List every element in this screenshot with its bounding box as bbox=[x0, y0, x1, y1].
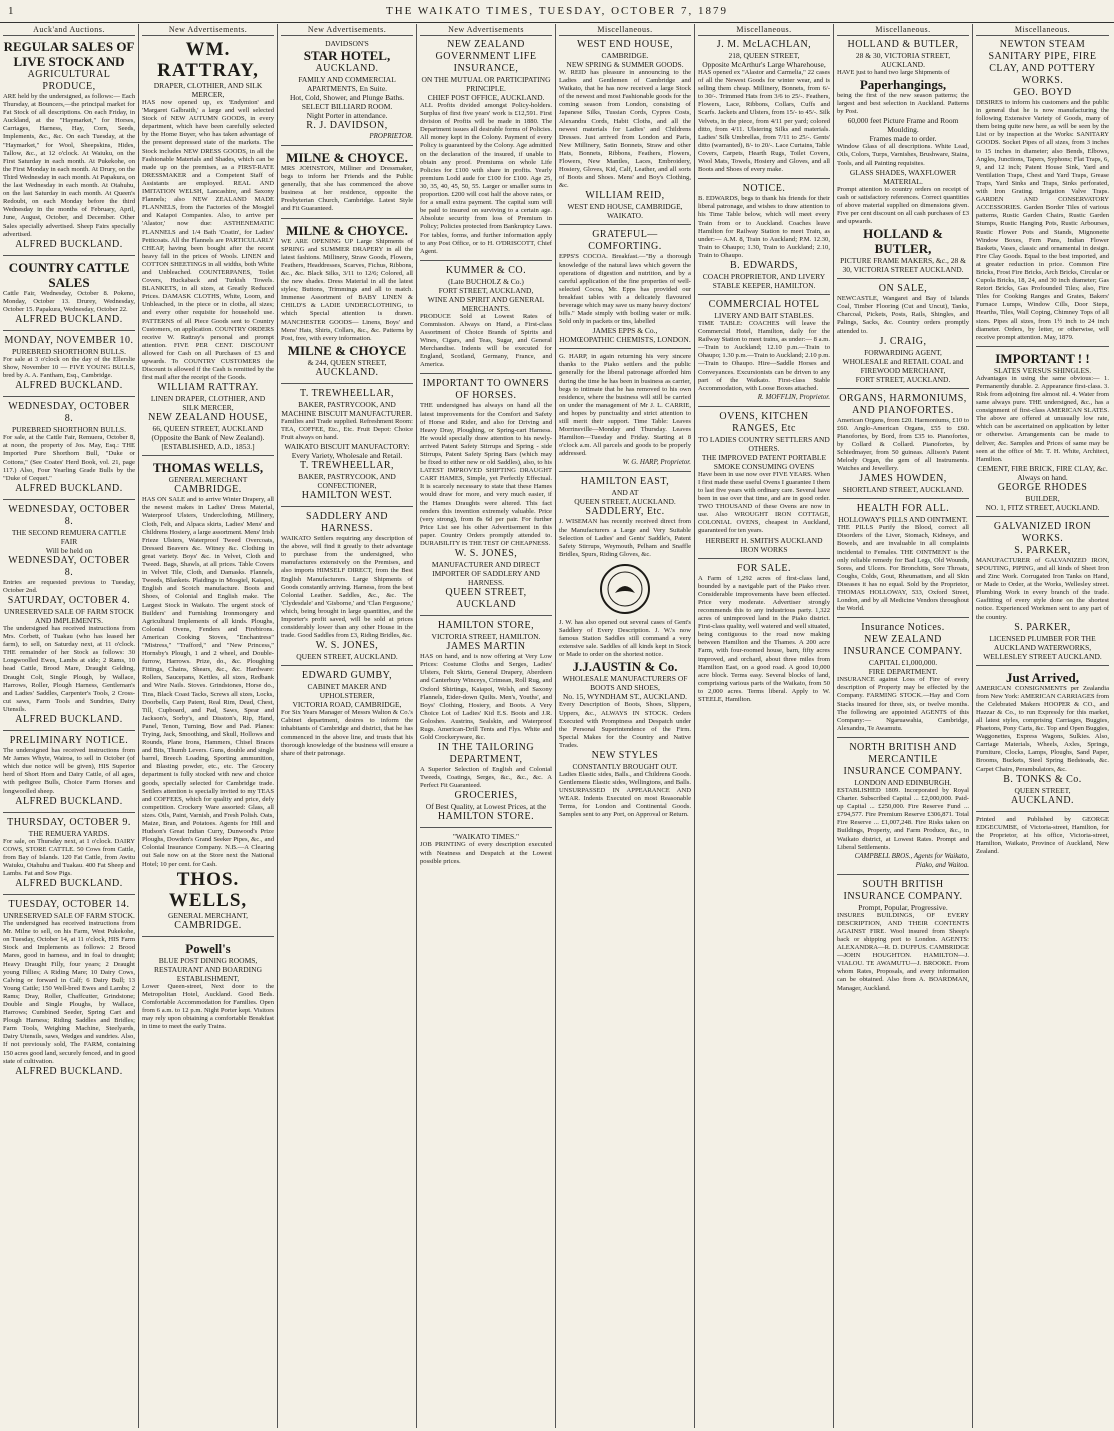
ad-subtitle: NEW ZEALAND INSURANCE COMPANY. bbox=[843, 634, 963, 658]
ad-subtitle: KUMMER & CO. bbox=[445, 264, 527, 276]
ad-body-text: Prompt attention to country orders on receipt of cash or satisfactory references. Correct quantities of above material supplied on dimensions given. Five per cent discount on all cash purchases of £3 and upwards. bbox=[837, 185, 969, 226]
ad-caption: 60,000 feet Picture Frame and Room Moulding. bbox=[847, 116, 959, 135]
column-rule bbox=[698, 178, 830, 179]
ad-subtitle: PRELIMINARY NOTICE. bbox=[9, 735, 129, 747]
ad-caption: CEMENT, FIRE BRICK, FIRE CLAY, &c. Always on hand. bbox=[977, 463, 1108, 482]
ad-headline: THOS. WELLS, bbox=[168, 868, 248, 911]
ad-body-text: Advantages in using the same obvious:— 1. Permanently durable. 2. Appearance first-class. 3. Risk from adjoining fire almost nil. 4. Water from same always pure. THE undersigned, &c., has a consignment of first-class AMERICAN SLATES. The above are offered at unusually low rate, which can be ascertained on application by letter or otherwise. Arrangements can be made to deliver, &c. Samples and Prices of same may be seen at the office of Mr. T. H. White, Architect, Hamilton. bbox=[976, 374, 1109, 463]
ad-body-text: For sale at 3 o'clock on the day of the Ellerslie Show, November 10 — FIVE YOUNG BULLS, bred by A. A. Fantham, Esq., Cambridge. bbox=[3, 355, 135, 380]
column-rule bbox=[837, 737, 969, 738]
ad-caption: GLASS SHADES, WAXFLOWER MATERIAL. bbox=[849, 167, 957, 186]
ad-subtitle: W. S. JONES, bbox=[454, 548, 518, 560]
ad-title: THOMAS WELLS, bbox=[152, 460, 264, 476]
ad-caption: QUEEN STREET, AUCKLAND. bbox=[296, 652, 398, 662]
column-2 bbox=[139, 24, 278, 1428]
ad-caption: BLUE POST DINING ROOMS, RESTAURANT AND BOARDING ESTABLISHMENT, bbox=[153, 955, 263, 983]
ad-caption: SHORTLAND STREET, AUCKLAND. bbox=[842, 485, 964, 495]
ad-caption: No. 15, WYNDHAM ST., AUCKLAND. bbox=[562, 692, 688, 702]
ad-subtitle: WEDNESDAY, OCTOBER 8. bbox=[8, 401, 130, 425]
ad-title: J.J.AUSTIN & Co. bbox=[572, 659, 678, 675]
ad-caption: CAPITAL £1,000,000. bbox=[868, 658, 938, 668]
ad-body-text: A Farm of 1,292 acres of first-class land, bounded by a navigable part of the Piako river. Considerable improvements have been effected. Price very moderate. Advertiser strongly recommends this to any industrious party. 1,322 acres of unimproved land in the Piako district. First-class quality, well watered and well situated, being contiguous to the road now making between Hamilton and the Thames. A 200 acre Farm, with four-roomed house, barn, fifty acres improved, and orchard, about three miles from Hamilton East, on a good road. A good 10,000 acre block. Terms easy. Several blocks of land, comprising various parts of the Waikato, from 50 to 2,000 acres. Terms liberal. Apply to W. STEELE, Hamilton. bbox=[698, 574, 830, 703]
ad-body-text: ESTABLISHED 1809. Incorporated by Royal Charter. Subscribed Capital ... £2,000,000. Paid-up Capital ... £250,000. Fire Reserve Fund ... £794,577. Fire Premium Reserve £306,871. Total Fire Reserve ... £1,007,248. Fire Risks taken on Buildings, Property, and Farm Produce, &c., in Waikato district, at Lowest Rates. Prompt and Liberal Settlements. bbox=[837, 786, 969, 851]
ad-caption: UNRESERVED SALE OF FARM STOCK. bbox=[3, 911, 135, 921]
ad-caption: FAMILY AND COMMERCIAL APARTMENTS, En Suite. bbox=[298, 75, 396, 93]
ad-body-text: Every Description of Boots, Shoes, Slippers, Uppers, &c., ALWAYS IN STOCK. Orders Executed with Promptness and Despatch under the Personal Superintendence of the Firm. Special Makes for the Country and Native Trades. bbox=[559, 701, 691, 749]
ad-caption: 66, QUEEN STREET, AUCKLAND (Opposite the Bank of New Zealand). bbox=[151, 424, 265, 443]
ad-subtitle: WEDNESDAY, OCTOBER 8. bbox=[8, 554, 130, 578]
ad-body-text: PRODUCE Sold at Lowest Rates of Commission. Always on Hand, a First-class Assortment of Choice Brands of Spirits and Wines, Cigars, and Teas, Sugar, and General Merchandise. Indents will be executed for England, Scotland, Germany, France, and America. bbox=[420, 312, 552, 369]
ad-caption: NEW SPRING & SUMMER GOODS. bbox=[566, 60, 684, 69]
ad-caption: CAMBRIDGE. bbox=[601, 51, 649, 60]
ad-subtitle: WILLIAM RATTRAY. bbox=[157, 382, 259, 394]
ad-body-text: J. W. has also opened out several cases of Gent's Saddlery of Every Description. J. W.'s now famous Station Saddles still command a very extensive sale. Saddles of all kinds kept in Stock or Made to order on the shortest notice. bbox=[559, 618, 691, 659]
ad-caption: [ESTABLISHED, A.D., 1853.] bbox=[161, 442, 255, 452]
ad-body-text: For sale, at the Cattle Fair, Remuera, October 8, at noon, the property of Jos. May, Esq.: THE Imported Pure Shorthorn Bull, "Duke or Cottons," (See Coates' Herd Book, vol. 21, page 117.) Also, Four Yearling Grade Bulls by the "Duke of Cequet." bbox=[3, 434, 135, 482]
column-rule bbox=[3, 255, 135, 256]
saddle-seal-icon bbox=[599, 563, 651, 615]
column-rule bbox=[3, 499, 135, 500]
ad-subtitle: S. PARKER, bbox=[1014, 544, 1071, 556]
ad-title: MILNE & CHOYCE. bbox=[286, 222, 408, 238]
ad-body-text: B. EDWARDS, begs to thank his friends for their liberal patronage, and wishes to draw attention to his Time Table below, which will meet every Train from or to Auckland. Coaches leave Hamilton for Railway Station to meet Train, as under:— A.M. 8, Train to Auckland; P.M. 12.30, Train to Ohaupo; 1.30, Train to Auckland; 2.10, Train to Ohaupo. bbox=[698, 195, 830, 259]
ad-subtitle: AGRICULTURAL PRODUCE, bbox=[27, 69, 111, 92]
ad-subtitle: MONDAY, NOVEMBER 10. bbox=[4, 334, 134, 346]
ad-caption: AND AT bbox=[611, 488, 639, 498]
ad-subtitle: NOTICE. bbox=[742, 183, 786, 195]
ad-body-text: INSURANCE against Loss of Fire of every description of Property may be effected by the Company. FARMING STOCK.—Hay and Corn Stacks insured for three, six, or twelve months. The following are appointed AGENTS of this Company:— Ngaruawahia, Cambridge, Alexandra, Te Awamutu. bbox=[837, 676, 969, 732]
ad-caption: WAIKATO BISCUIT MANUFACTORY: Every Variety, Wholesale and Retail. bbox=[284, 442, 410, 461]
ad-body-text: HAS ON SALE and to arrive Winter Drapery, all the newest makes in Ladies' Dress Material, Waterproof Ulsters, Underclothing, Millinery, Cloth, Felt, and Alpaca skirts, Ladies' Mens' and Childrens Hosiery, a large assortment. Mens' Irish Frieze Ulsters, Waterproof Tweed Overcoats, Dressed Beavers &c. Witney &c. Clothing in great variety. Boys' &c. in Velvet, Cloth and Tweed. Bags, Shawls, at all prices. Table Covers in Velvet Tile, Cloth, and Damasks. Flannels, Tweeds, Blankets. Plaidings in Mosgiel, Kaiapoi, English and Scotch manufacture. Boots and Shoes, of Colonial and English make. The Largest Stock in Waikato. The urgent stock of Builders' and Furnishing Ironmongery and Agricultural Implements of all kinds. Ploughs, Colonial Ovens, Fenders and Firebirons. American Cooking Stoves, "Enchantress" "Mistress," "Trafford," and "New Princess," Hornsby's Plough, 1 and 2 wheel, and Double-furrow, Harrows. Prize, do., &c. Ploughing Fittings, Chains, Shears, &c., &c. Hardware: Rollers, Saucepans, Kettles, all sizes, Redbank and Wire Nails. Stoves. Grindstones, Horse do., Tins, Black Coast Tacks, Screws all sizes, Locks, Doorbells, Carp Patent, Real Rim, Dead, Chest, Till, Cupboard, and Pad, Saws, Spear and Jackson's, Sorby's, and Disston's, Rip, Hand, Panel, Tenon, Turning, Bow and Pad. Planes: Trying, Jack, Smoothing, and Skull, Hollows and Rounds, Plane Irons, Hammers, Chisel Braces and Bits, Thumb Levers. Guns, double and single barrel, Breech Loading, Sporting ammunition, and Blasting powder, etc., etc. The Grocery department is fully stocked with new and choice goods, specially selected for Cambridge trade. Settlers attention is specially invited to my TEAS and COFFEES, which for quality and price, defy competition. Crockery Ware assorted: Glass, all sizes. Oils, Paint, Varnish, and Fresh Polish. Oats, Maize, Bran, and Potatoes. Agents for Hill and Hudson's Great Indian Curry, Dunwood's Prize Ploughs, Dowden's Grand Seeker Pipes, &c., and Colonial Insurance Company. N.B.—A Clearing out Sale now on at the Store next the National Hotel; 10 per cent. for Cash. bbox=[142, 496, 274, 868]
ad-subtitle: AUCKLAND. bbox=[315, 366, 379, 378]
ad-body-text: J. WISEMAN has recently received direct from the Manufacturers a Large and Very Suitable Selection of Ladies' and Gents' Saddle's, Patent Safety Stirrups, Weymouth, Pelham and Snaffle Bridles, Spurs, Riding Gloves, &c. bbox=[559, 518, 691, 558]
ad-subtitle: SADDLERY AND HARNESS. bbox=[305, 511, 389, 535]
ad-subtitle: HOLLAND & BUTLER, bbox=[847, 39, 959, 50]
column-rule bbox=[281, 506, 413, 507]
ad-caption: 28 & 30, VICTORIA STREET, AUCKLAND. bbox=[855, 51, 951, 69]
ad-subtitle: TUESDAY, OCTOBER 14. bbox=[8, 899, 130, 911]
ad-subtitle: AUCKLAND. bbox=[1010, 794, 1075, 806]
ad-subtitle: B. EDWARDS, bbox=[729, 259, 798, 271]
ad-body-text: MRS JOHNSTON, Milliner and Dressmaker, begs to inform her Friends and the Public generally, that she has commenced the above business at her residence, opposite the Presbyterian Church, Cambridge. Latest Style and Fit Guaranteed. bbox=[281, 165, 413, 213]
ad-caption: PUREBRED SHORTHORN BULLS. bbox=[12, 346, 126, 356]
ad-caption: QUEEN STREET, bbox=[1014, 785, 1071, 795]
ad-body-text: THE PILLS Purify the Blood, correct all Disorders of the Liver, Stomach, Kidneys, and Bowels, and are invaluable in all complaints incidental to Females. THE OINTMENT is the only reliable remedy for Bad Legs, Old Wounds, Sores, and Ulcers. For Bronchitis, Sore Throats, Coughs, Colds, Gout, Rheumatism, and all Skin Diseases it has no equal. Sold by the Proprietor, THOMAS HOLLOWAY, 533, Oxford Street, London, and by all Medicine Vendors throughout the World. bbox=[837, 524, 969, 613]
column-rule bbox=[281, 665, 413, 666]
ad-body-text: The undersigned has received instructions from Mr James Whyte, Wairoa, to sell in October (of which due notice will be given), HIS Superior herd of Short Horn and Dairy Cattle, of all ages, with pedigree Bulls, Choice Farm Horses and longwoolled sheep. bbox=[3, 747, 135, 795]
column-rule bbox=[837, 874, 969, 875]
ad-caption: NO. 1, FITZ STREET, AUCKLAND. bbox=[985, 502, 1100, 512]
ad-caption: WHOLESALE and RETAIL COAL and FIREWOOD MERCHANT, bbox=[842, 356, 964, 375]
ad-subtitle: ALFRED BUCKLAND. bbox=[15, 795, 123, 807]
ad-caption: Frames made to order. bbox=[869, 134, 937, 144]
ad-caption: COACH PROPRIETOR, AND LIVERY STABLE KEEPER, HAMILTON. bbox=[702, 271, 826, 290]
ad-body-text: Have been in use now over FIVE YEARS. When I first made these useful Ovens I guarantee I them to last five years with ordinary care. Several have been in use over that time, and are in good order. TWO THOUSAND of these Ovens are now in use. Also WROUGHT IRON COTTAGE, COLONIAL OVENS, cheapest in Auckland, guaranteed for ten years. bbox=[698, 470, 830, 535]
ad-signature: PROPRIETOR. bbox=[369, 132, 413, 140]
ad-caption: FORWARDING AGENT, bbox=[864, 347, 942, 357]
column-rule bbox=[837, 388, 969, 389]
ad-subtitle: AUCKLAND. bbox=[315, 63, 379, 74]
ad-body-text: Printed and Published by GEORGE EDGECUMBE, of Victoria-street, Hamilton, for the Proprietor, at his office, Victoria-street, Hamilton, Waikato, Province of Auckland, New Zealand. bbox=[976, 815, 1109, 855]
ad-caption: PUREBRED SHORTHORN BULLS. bbox=[12, 425, 126, 435]
ad-subtitle: ALFRED BUCKLAND. bbox=[15, 878, 123, 890]
ad-subtitle: T. TREWHEELLAR, bbox=[299, 460, 395, 472]
ad-caption: Of Best Quality, at Lowest Prices, at the bbox=[425, 802, 547, 812]
column-rule bbox=[3, 894, 135, 895]
ad-caption: FIRE DEPARTMENT. bbox=[868, 667, 938, 677]
ad-subtitle: NEW ZEALAND HOUSE, bbox=[148, 412, 268, 424]
ad-body-text: HAS now opened up, ex 'Endymion' and 'Margaret Galbraith,' a large and well selected Stock of NEW AUTUMN GOODS, in every department, which have been carefully selected by the Home Buyer, who has taken advantage of the present depressed state of the markets. The Stock includes NEW DRESS GOODS, in all the Fashionable Materials and Shades, which can be made up on the premises, as a FIRST-RATE DRESSMAKER and a Competent Staff of Assistants are employed. REAL AND IMITATION WELSH, Lancashire, and Saxony Flannels; also NEW ZEALAND MADE FLANNELS, from the Factories of the Mosgiel and Kaiapoi Companies. Also, to arrive per 'Alastor,' now due: ASTHENEMATIC FLANNELS and 1/4 Bath 'Coatin', for Ladies' Petticoats. All the Flannels are PARTICULARLY CHEAP, having been bought after the recent heavy fall in the prices of Wools. LINEN and COTTON SHEETINGS in all widths, both White and Unbleached. COUNTERPANES, Toilet Covers, Huckaback and Turkish Towels. BLANKETS, in all sizes, at Greatly Reduced Prices. DAMASK CLOTHS, White, Loom, and Unbleached, in the piece or in cloths, all sizes; and every other requisite for household use. PATTERNS of all Piece Goods sent to Country Customers, on application. COUNTRY ORDERS receive W. Rattray's personal and prompt attention. FIVE PER CENT. DISCOUNT allowed for Cash on all Purchases of £3 and upwards. To COUNTRY CUSTOMERS the Discount is allowed if the Cash is remitted by the first mail after the receipt of the Goods. bbox=[142, 99, 274, 382]
ad-caption: HERBERT H. SMITH'S AUCKLAND IRON WORKS bbox=[705, 535, 823, 554]
ad-subtitle: ON SALE, bbox=[878, 283, 928, 295]
ad-caption: 218, QUEEN STREET, bbox=[728, 51, 800, 60]
ad-subtitle: NEW ZEALAND GOVERNMENT LIFE INSURANCE, bbox=[435, 39, 537, 74]
ad-title: MILNE & CHOYCE bbox=[287, 342, 407, 358]
ad-headline: WM. RATTRAY, bbox=[157, 39, 259, 81]
column-rule bbox=[420, 827, 552, 828]
ad-subtitle: IMPORTANT TO OWNERS OF HORSES. bbox=[422, 378, 550, 402]
ad-caption: WEST END HOUSE, CAMBRIDGE, WAIKATO. bbox=[567, 202, 683, 221]
ad-body-text: The undersigned has received instructions from Mr. Milne to sell, on his Farm, West Pukekohe, on Tuesday, October 14, at 11 o'clock, HIS Farm Stock and Implements as follows: 2 Brood Mares, good in harness, and in foal to draught; Heavy Draught Filly, four years; 2 Draught young Fillies; A Riding Mare; 10 Dairy Cows, Calving or forward in Calf; 6 Dairy Bull; 13 Young Cattle; 150 Well-bred Ewes and Lambs; 2 Rams; Dray, Roller, Chaffcutter, Grindstone; Double and Single Ploughs, by Wallace, Harrows; Cumbined Seeder, Spring Cart and Plough Harness; Riding Saddles and Bridles; Farm Tools, Weighing Machine, Steelyards, Dairy Utensils, saws, Wedges and sundries. Also, If not previously sold, The FARM, containing 150 acres good land, securely fenced, and in good state of cultivation. bbox=[3, 920, 135, 1065]
ad-caption: Night Porter in attendance. bbox=[306, 111, 388, 120]
ad-subtitle: GALVANIZED IRON WORKS. bbox=[993, 520, 1092, 544]
ad-body-text: ALL Profits divided amongst Policy-holders. Surplus of first five years' work is £12,591. First division of Profits will be made in 1880. The Department issues all desirable forms of Policies. All money kept in the Colony. Payment of every Policy is guaranteed by the Colony. Age admitted on the declaration of the insured, if unable to obtain any proof. Premiums on whole Life Policies for £100 with share in profits. Yearly premium Lodd aude for £100 for £100. Age 25, 30, 35, 40, 45, 50, 55. Larger or smaller sums in proportion. £200 will cost half the above rates, or for a small extra payment. The capital sum will be paid to insured on surviving to a certain age. Absolute security from loss of Premium in Policy; Policies protected from Bankruptcy Laws. For tables, forms, and further information apply to any Post Office, or to H. O'DRISCOTT, Chief Agent. bbox=[420, 102, 552, 255]
ad-body-text: WAIKATO Settlers requiring any description of the above, will find it greatly to their advantage to purchase from the undersigned, who manufactures extensively on the Premises, and also imports HIMSELF DIRECT, from the Best English Manufacturers. Large Shipments of Goods constantly arriving. Harness, from the best Colonial Leather. Saddles, &c., &c. The 'Clydesdale' and 'Gisborne,' and 'Clan Fergusone,' which, being brought in large quantities, and the Importer's profit saved, will be sold at prices considerably lower than any other House in the trade. Good Saddles from £3, Riding Bridles, &c. bbox=[281, 535, 413, 640]
ad-subtitle: HAMILTON EAST, bbox=[580, 476, 670, 488]
column-rule bbox=[559, 224, 691, 225]
ad-body-text: Window Glass of all descriptions. White Lead, Oils, Colors, Turps, Varnishes, Brushware, Stains, Tools, and all Painting requisites. bbox=[837, 143, 969, 167]
ad-body-text: ARE held by the undersigned, as follows:— Each Thursday, at Bouncers,—the principal market for Fat Stock of all descriptions. On each Friday, in Auckland, at the "Haymarket," for Horses, Carriages, Harness, Hay, Corn, Seeds, Implements, &c., &c. On each Tuesday, at the "Haymarket," for Wool, Sheepskins, Hides, Tallow, &c., at 12 o'clock. At Waiuku, on the First Saturday in each month. At Pukekohe, on the First Monday in each month. At Drury, on the Third Wednesday in each month. At Papakura, on the last Wednesday in each month. At Otahuhu, on the last Saturday in each month. At Queen's Redoubt, on each Monday before the third Wednesday in the months of February, April, June, August, October, and December. Other Sales specially advertised. Sheep Fairs specially advertised. bbox=[3, 93, 135, 238]
ad-caption: CABINET MAKER AND UPHOLSTERER, bbox=[307, 682, 387, 701]
ad-subtitle: GROCERIES, bbox=[454, 790, 518, 802]
ad-subtitle: THURSDAY, OCTOBER 9. bbox=[7, 816, 131, 828]
column-rule bbox=[837, 498, 969, 499]
ad-body-text: The undersigned has received instructions from Mrs. Corbett, of Tuakau (who has leased her farm), to sell, on Saturday next, at 11 o'clock. THE remainder of her Stock as follows: 30 Longwoolled Ewes, Lambs at side; 2 Rams, 10 head Cattle, Brood Mare, Draught Gelding, Draught Colt, Single Plough, by Wallace, Harrows, Roller, Plough Harness, Gentleman's and Ladies' Saddles, Carpenter's Tools, 2 Cross-cut saws, Farm Tools and Sundries, Dairy Utensils. bbox=[3, 625, 135, 713]
column-rule bbox=[420, 615, 552, 616]
ad-caption: THE REMUERA YARDS. bbox=[28, 828, 110, 838]
ad-caption: GENERAL MERCHANT bbox=[168, 475, 248, 485]
column-heading: New Advertisements. bbox=[142, 24, 274, 36]
ad-subtitle: NEWTON STEAM SANITARY PIPE, FIRE CLAY, AND POTTERY WORKS. bbox=[988, 39, 1097, 86]
column-heading: Miscellaneous. bbox=[559, 24, 691, 36]
ad-subtitle: J. M. McLACHLAN, bbox=[716, 39, 812, 50]
column-rule bbox=[142, 455, 274, 456]
ad-caption: LIVERY AND BAIT STABLES. bbox=[714, 310, 814, 320]
ad-caption: DAVIDSON'S bbox=[325, 39, 369, 48]
ad-subtitle: NORTH BRITISH AND MERCANTILE INSURANCE COMPANY. bbox=[843, 741, 963, 777]
column-rule bbox=[559, 471, 691, 472]
ad-caption: THE IMPROVED PATENT PORTABLE SMOKE CONSUMING OVENS bbox=[701, 452, 827, 471]
ad-caption: & 244, QUEEN STREET, bbox=[307, 357, 387, 367]
ad-subtitle: ALFRED BUCKLAND. bbox=[15, 714, 123, 726]
ad-caption: BAKER, PASTRYCOOK, AND MACHINE BISCUIT MANUFACTURER. bbox=[281, 399, 413, 418]
ad-caption: ON THE MUTUAL OR PARTICIPATING PRINCIPLE. bbox=[421, 75, 551, 93]
ad-subtitle: SATURDAY, OCTOBER 4. bbox=[7, 595, 131, 606]
ad-caption: HOMŒOPATHIC CHEMISTS, LONDON. bbox=[559, 335, 691, 345]
ad-caption: SELECT BILLIARD ROOM. bbox=[301, 102, 393, 111]
column-rule bbox=[3, 396, 135, 397]
ad-subtitle: CAMBRIDGE. bbox=[174, 919, 242, 931]
ad-subtitle: S. PARKER, bbox=[1014, 621, 1071, 633]
column-rule bbox=[281, 145, 413, 146]
ad-caption: HOLLOWAY'S PILLS AND OINTMENT. bbox=[838, 515, 968, 525]
ad-caption: Opposite McArthur's Large Wharehouse, bbox=[702, 60, 826, 69]
ad-body-text: MANUFACTURER of GALVANIZED IRON, SPOUTING, PIPING, and all kinds of Sheet Iron and Zinc Work. Corrugated Iron Tanks on Hand, or Made to Order, at the Works, Wellesley street. Plumbing Work in every branch of the trade. Gasfitting of every style done on the shortest notice. Experienced Workmen sent to any part of the country. bbox=[976, 556, 1109, 621]
columns bbox=[0, 24, 1114, 1428]
ad-caption: LONDON AND EDINBURGH. bbox=[854, 777, 952, 787]
ad-subtitle: HAMILTON STORE. bbox=[437, 811, 535, 823]
column-heading: New Advertisements. bbox=[281, 24, 413, 36]
column-rule bbox=[837, 278, 969, 279]
ad-body-text: THE undersigned has always on hand all the latest improvements for the Comfort and Safety of Horse and Rider, and also for Driving and Heavy Dray, Ploughing, or Spring-cart Harness. He would specially draw attention to his newly-arrived Patent Safety Stirrups and Spring - side Stirrups, Patent Safety Spring Bars (which may be fixed to either new or old Saddles), also, to his LATEST IMPROVED SHIFTING DRAUGHT CART HAMES, Simple, yet Perfectly Effectual. It is scarcely necessary to state that these Hames would draw for more, and very much easier, if the Hames Draughts were altered. This fact renders this invention extremely valuable. Price (very strong), from 8s 6d per pair. For further Price List see his other Advertisement in this paper. Country Orders promptly attended to. DURABILITY IS THE TEST OF CHEAPNESS. bbox=[420, 402, 552, 548]
ad-caption: "WAIKATO TIMES." bbox=[452, 832, 520, 842]
column-heading: Auck'and Auctions. bbox=[3, 24, 135, 36]
ad-subtitle: QUEEN STREET, AUCKLAND bbox=[445, 587, 527, 611]
ad-caption: LICENSED PLUMBER FOR THE AUCKLAND WATERWORKS, bbox=[989, 633, 1096, 652]
ad-caption: FORT STREET, AUCKLAND, bbox=[438, 285, 534, 295]
column-heading: Miscellaneous. bbox=[837, 24, 969, 36]
ad-body-text: EPPS'S COCOA. Breakfast.—"By a thorough knowledge of the natural laws which govern the operations of digestion and nutrition, and by a careful application of the fine properties of well-selected Cocoa, Mr. Epps has provided our breakfast tables with a delicately flavoured beverage which may save us many heavy doctors' bills." Made simply with boiling water or milk. Sold only in packets or tins, labelled bbox=[559, 253, 691, 326]
ad-caption: JAMES EPPS & Co., bbox=[592, 326, 658, 336]
ad-caption: BUILDER, bbox=[1025, 493, 1060, 503]
ad-caption: LINEN DRAPER, CLOTHIER, AND SILK MERCER, bbox=[150, 394, 266, 413]
column-heading: Miscellaneous. bbox=[976, 24, 1109, 36]
ad-body-text: WE ARE OPENING UP Large Shipments of SPRING and SUMMER DRAPERY in all the latest fashions. Millinery, Straw Goods, Flowers, Feathers, Headdresses, Scarves, Fichus, Ribbons, &c., &c. Black Silks, 3/11 to 12/6; Colored, all the new shades. Dress Material in all the latest styles; Buttons, Trimmings and all to match. Immense Assortment of BABY LINEN & CHILD'S & LADIE UNDERCLOTHING, to which Special attention is drawn. MANCHESTER GOODS— Linens, Boys' and Mens' Hats, Shirts, Collars, &c., &c. Patterns by Post, free, with every information. bbox=[281, 237, 413, 342]
column-rule bbox=[698, 558, 830, 559]
column-rule bbox=[976, 811, 1109, 812]
column-rule bbox=[976, 516, 1109, 517]
ad-signature: CAMPBELL BROS., Agents for Waikato, Piako, and Waitoa. bbox=[854, 851, 969, 869]
ad-body-text: DESIRES to inform his customers and the public in general that he is now manufacturing the following Extensive Variety of Goods, many of them being quite new here, as will be seen by the List or by inspection at the Works: SANITARY GOODS. Socket Pipes of all sizes, from 3 inches to 15 inches in diameter; also Bends, Elbows, Angles, Junctions, Tapers, Syphons; Flat Traps, 6, 9, and 12 inch; Patent House Sink, Yard and Ventilation Traps, Chest and Yard Traps, Grease Traps, Yard Sinks and Traps, Sinks perforated, with Iron Grating. Irrigation Valve Traps. GARDEN AND CONSERVATORY ACCESSORIES. Garden Border Tiles of various patterns, Rustic Garden Chairs, Rustic Garden Stumps, Rustic Hanging Pots, Rustic Arbourses, Rustic Flower Pots and Stands, Mignonette Window Boxes, Fern Pans, Indian Flower Baskets, Vases, classic and ornamental in design. Fire Clay Goods. Equal to the best imported, and at greater reduction in price. Common Fire Bricks, Frost Fire Bricks, Arch Bricks, Circular or Cupola Bricks, 18, 24, and 30 inch diameter; Gas Retort Bricks, Gas Profounded Tiles; also, Fire Tiles for Cooking Ranges and Grates, Bakers' Furnace Lumps, Window Cills, Door Steps, Hearths, Tiles, Wall Coping, Chimney Tops of all sizes. Pipes all sizes, from 1½ inch to 24 inch diameter. Orders, by letter, or otherwise, will receive prompt attention. May, 1879. bbox=[976, 99, 1109, 341]
column-7 bbox=[834, 24, 973, 1428]
ad-title: Powell's bbox=[185, 940, 231, 956]
ad-title: COUNTRY CATTLE SALES bbox=[8, 259, 130, 290]
column-rule bbox=[420, 260, 552, 261]
ad-subtitle: WEDNESDAY, OCTOBER 8. bbox=[8, 503, 130, 527]
column-rule bbox=[698, 294, 830, 295]
ad-subtitle: COMMERCIAL HOTEL bbox=[708, 298, 820, 310]
ad-caption: (Late BUCHOLZ & Co.) bbox=[448, 276, 524, 286]
column-rule bbox=[559, 348, 691, 349]
ad-body-text: American Organs, from £20. Harmoniums, £10 to £60. Anglo-American Organs, £55 to £60. Pianofortes, by Bord, from £35 to. Pianofortes, by Collard & Collard. Pianofortes, by Schiedmayer, from 50 guineas. Allison's Patent Melody Organ, the gem of all Instruments. Watches and Jewellery. bbox=[837, 416, 969, 473]
ad-title: Paperhangings, bbox=[859, 77, 947, 93]
ad-caption: VICTORIA STREET, HAMILTON. bbox=[431, 632, 541, 642]
ad-subtitle: FOR SALE. bbox=[737, 562, 791, 574]
ad-title: MILNE & CHOYCE. bbox=[286, 150, 408, 165]
ad-subtitle: SADDLERY, Etc. bbox=[585, 506, 665, 518]
ad-caption: THE SECOND REMUERA CATTLE FAIR bbox=[11, 527, 127, 546]
ad-title: STAR HOTEL, bbox=[303, 48, 391, 63]
column-1 bbox=[0, 24, 139, 1428]
ad-subtitle: CAMBRIDGE. bbox=[174, 484, 242, 496]
ad-caption: QUEEN STREET, AUCKLAND. bbox=[574, 497, 676, 507]
ad-subtitle: ALFRED BUCKLAND. bbox=[15, 1065, 123, 1077]
ad-body-text: INSURES BUILDINGS, OF EVERY DESCRIPTION, AND THEIR CONTENTS AGAINST FIRE. Wool insured from Sheep's back or shipping port to London. AGENTS: ALEXANDRA—R. D. DUFFUS. CAMBRIDGE—JOHN HOUGHTON. HAMILTON—J. VIALOU. TE AWAMUTU—J. BROOKE. From whom Rates, Proposals, and every information can be obtained. Also from A. BOARDMAN, Manager, Auckland. bbox=[837, 911, 969, 992]
column-rule bbox=[698, 406, 830, 407]
ad-body-text: being the first of the new season patterns; the largest and best selection in Auckland. Patterns by Post. bbox=[837, 92, 969, 116]
ad-subtitle: EDWARD GUMBY, bbox=[301, 670, 393, 682]
ad-caption: WINE AND SPIRIT AND GENERAL MERCHANTS. bbox=[427, 294, 545, 313]
ad-caption: GENERAL MERCHANT, bbox=[168, 910, 248, 920]
column-rule bbox=[420, 373, 552, 374]
ad-title: IMPORTANT ! ! bbox=[995, 350, 1090, 366]
ad-body-text: Ladies Elastic sides, Balls., and Childrens Goods. Gentlemens Elastic sides, Wellingtons, and Balls. UNSURPASSED IN APPEARANCE AND WEAR. Indents Executed on most Reasonable Terms, for London and Continental Goods. Samples sent to any Port, on Approval or Return. bbox=[559, 770, 691, 819]
ad-subtitle: HAMILTON STORE, bbox=[437, 620, 535, 632]
ad-body-text: A Superior Selection of English and Colonial Tweeds, Coatings, Serges, &c., &c., &c. A Perfect Fit Guaranteed. bbox=[420, 766, 552, 790]
ad-subtitle: ALFRED BUCKLAND. bbox=[15, 482, 123, 494]
ad-body-text: Lower Queen-street, Next door to the Metropolitan Hotel, Auckland. Good Beds. Comfortable Accommodation for Families. Open from 6 a.m. to 12 p.m. Night Porter kept. Visitors may rely upon obtaining a comfortable Breakfast in time to meet the early Trains. bbox=[142, 982, 274, 1031]
column-rule bbox=[281, 383, 413, 384]
ad-title: REGULAR SALES OF LIVE STOCK AND bbox=[3, 39, 135, 69]
ad-subtitle: OVENS, KITCHEN RANGES, Etc bbox=[719, 410, 809, 434]
column-6 bbox=[695, 24, 834, 1428]
ad-subtitle: IN THE TAILORING DEPARTMENT, bbox=[437, 742, 535, 766]
ad-signature: R. MOFFLIN, Proprietor. bbox=[757, 392, 830, 401]
ad-caption: VICTORIA ROAD, CAMBRIDGE, bbox=[292, 700, 402, 710]
ad-body-text: HAS opened ex "Alastor and Carmelia," 22 cases of all the Newest Goods for winter wear, and is selling them cheap. Millinery, Bonnets, from 6/- to 30/-. Trimmed Hats from 3/6 to 25/-. Feathers, Flowers, Lace, Ribbons, Collars, Cuffs and Scarfs. Jackets and Ulsters, from 15/- to 45/-. Silk Velvets, in the piece, from 4/11 per yard; colored ditto, from 4/11. Ulstering Silks and materials. Ladies' Silk Umbrellas, from 7/11 to 25/-. Gents' ditto (warranted), 8/- to 20/-. Lace Curtains, Table Covers, Carpets, Hearth Rugs, Toilet Covers, Wool Mats, Towels, Hosiery and Gloves, and all Boots and Shoes of every make. bbox=[698, 69, 830, 174]
ad-subtitle: GEORGE RHODES bbox=[997, 481, 1088, 493]
ad-caption: Prompt, Popular, Progressive. bbox=[858, 902, 948, 912]
page-number: 1 bbox=[8, 5, 16, 17]
ad-caption: Will be held on bbox=[45, 545, 93, 555]
column-rule bbox=[142, 936, 274, 937]
ad-subtitle: J. CRAIG, bbox=[879, 335, 927, 347]
ad-body-text: Families and Trade supplied. Refreshment Room: TEA, COFFEE, Etc., Etc. Fruit Depot: Choice Fruit always on hand. bbox=[281, 417, 413, 441]
ad-body-text: HAS on hand, and is now offering at Very Low Prices: Costume Cloths and Serges, Ladies' Ulsters, Felt Skirts, General Drapery, Aberdeen and Canterbury Winceys, Crimean, Roll Rug, and Oxford Shirtings, Kaiapoi, Welsh, and Saxony Flannels, Eider-down Quilts. Men's, Youths', and Boys' Clothing, Hosiery, and Boots. A Very Choice Lot of Ladies' Kid E.S. Boots and J.R. Goloshes. Austrins, Sealskin, and Waterproof Rugs. American-Drill Tents and Flys. White and Gold Crockeryware, &c. bbox=[420, 653, 552, 742]
ad-subtitle: HAMILTON WEST. bbox=[301, 490, 393, 502]
ad-subtitle: Insurance Notices. bbox=[861, 622, 945, 634]
ad-body-text: NEWCASTLE, Wangarei and Bay of Islands Coal, Timber Flooring (Cut and Uncut), Tanks, Charcoal, Pickets, Posts, Rails, Shingles, and Palings, Sacks, &c. Country orders promptly attended to. bbox=[837, 295, 969, 335]
ad-body-text: TIME TABLE: COACHES will leave the Commercial Hotel, Hamilton, daily for the Railway Station to meet trains, as under:— 8 a.m.—Train to Auckland; 12.10 p.m.—Train to Ohaupo; 1.30 p.m.—Train to Auckland; 2.10 p.m.—Train to Ohaupo. Hire—Saddle Horses and Conveyances. Excursionists can be driven to any part of the Waikato. First-class Stable Accommodation, with Loose Boxes attached. bbox=[698, 319, 830, 392]
ad-subtitle: R. J. DAVIDSON, bbox=[306, 120, 388, 131]
column-rule bbox=[3, 730, 135, 731]
ad-subtitle: B. TONKS & Co. bbox=[1003, 773, 1082, 785]
ad-subtitle: ALFRED BUCKLAND. bbox=[15, 380, 123, 392]
ad-signature: W. G. HARP, Proprietor. bbox=[622, 458, 691, 467]
ad-caption: MANUFACTURER AND DIRECT IMPORTER OF SADDLERY AND HARNESS. bbox=[431, 560, 541, 588]
ad-caption: PICTURE FRAME MAKERS, &c., 28 & 30, VICTORIA STREET AUCKLAND. bbox=[840, 256, 966, 275]
ad-body-text: HAVE just to hand two large Shipments of bbox=[837, 69, 950, 76]
column-rule bbox=[976, 665, 1109, 666]
ad-caption: Hot, Cold, Shower, and Plunge Baths. bbox=[289, 93, 405, 102]
ad-subtitle: JAMES HOWDEN, bbox=[859, 473, 947, 485]
ad-subtitle: ALFRED BUCKLAND. bbox=[15, 238, 123, 250]
masthead bbox=[0, 0, 1114, 23]
ad-body-text: W. REID has pleasure in announcing to the Ladies and Gentlemen of Cambridge and Waikato, that he has now received a large Stock of the newest and most Fashionable goods for the coming season from London, consisting of Japanese Silks, Tussian Cords, Cypres Costs, Alexandra Cords, Habit Cloths, and all the newest materials for Ladies' and Childrens Dresses. Just arrived from London and Paris, New Millinery, Satin Bonnets, Straw and other Hats, Bonnets, Ribbons, Feathers, Flowers, Flowers, New Mantles, Laces, Embroidery, Hosiery, Gloves, Kid, Calf, Leather, and all sorts of Boots and Shoes. Mens' and Boy's Clothing, &c. bbox=[559, 69, 691, 190]
ad-subtitle: NEW STYLES bbox=[591, 749, 659, 761]
ad-subtitle: WEST END HOUSE, bbox=[577, 39, 673, 50]
ad-title: HOLLAND & BUTLER, bbox=[863, 226, 943, 257]
column-rule bbox=[281, 218, 413, 219]
ad-caption: BAKER, PASTRYCOOK, AND CONFECTIONER, bbox=[298, 472, 396, 491]
column-rule bbox=[3, 812, 135, 813]
ad-caption: DRAPER, CLOTHIER, AND SILK MERCER, bbox=[153, 81, 263, 99]
ad-body-text: For sale, on Thursday next, at 1 o'clock. DAIRY COWS, STORE CATTLE. 50 Cows from Cattle, from Bay of Islands. 120 Fat Cattle, from Awitu Waiuku, Otahuhu and Tuakau. 400 Fat Sheep and Lambs. Fat and Sow Pigs. bbox=[3, 837, 135, 877]
ad-subtitle: ORGANS, HARMONIUMS, AND PIANOFORTES. bbox=[839, 392, 967, 416]
ad-body-text: Entries are requested previous to Tuesday, October 2nd. bbox=[3, 578, 135, 594]
ad-subtitle: T. TREWHEELLAR, bbox=[299, 387, 395, 399]
column-8 bbox=[973, 24, 1112, 1428]
ad-body-text: AMERICAN CONSIGNMENTS per Zealandia from New York: AMERICAN CARRIAGES from the Celebrated Makers HOOPER & CO., and Hazzar & Co., to run Expressly for this market, all latest styles, comprising Carriages, Buggies, Phaetons, Pony Carts, &c. Top and Open Buggies, Waggonettes, Express Wagons, Sulkies. Also, Carriage Materials, Wheels, Axles, Springs, Furniture, Clocks, Lamps, Ploughs, Sand Paper, Brooms, Buckets, Steel Spring Bedsteads, &c. Carpet Chairs, Perambulators, &c. bbox=[976, 684, 1109, 773]
ad-caption: FORT STREET, AUCKLAND. bbox=[855, 374, 951, 384]
ad-caption: CHIEF POST OFFICE, AUCKLAND. bbox=[427, 93, 545, 102]
ad-subtitle: SOUTH BRITISH INSURANCE COMPANY. bbox=[843, 878, 963, 902]
ad-subtitle: GRATEFUL—COMFORTING. bbox=[588, 229, 662, 253]
column-heading: New Advertisements bbox=[420, 24, 552, 36]
masthead-title: THE WAIKATO TIMES, TUESDAY, OCTOBER 7, 1879 bbox=[386, 5, 728, 17]
column-rule bbox=[976, 346, 1109, 347]
ad-caption: UNRESERVED SALE OF FARM STOCK AND IMPLEMENTS. bbox=[4, 607, 134, 625]
ad-caption: TO LADIES COUNTRY SETTLERS AND OTHERS. bbox=[698, 434, 830, 453]
ad-body-text: JOB PRINTING of every description executed with Neatness and Despatch at the Lowest possible prices. bbox=[420, 841, 552, 865]
column-4 bbox=[417, 24, 556, 1428]
ad-subtitle: W. S. JONES, bbox=[315, 640, 379, 652]
column-5 bbox=[556, 24, 695, 1428]
column-heading: Miscellaneous. bbox=[698, 24, 830, 36]
ad-subtitle: GEO. BOYD bbox=[1013, 87, 1072, 98]
ad-subtitle: HEALTH FOR ALL. bbox=[856, 503, 950, 515]
ad-caption: WHOLESALE MANUFACTURERS OF BOOTS AND SHOES, bbox=[562, 674, 688, 693]
ad-body-text: Cattle Fair, Wednesday, October 8. Pokeno, Monday, October 13. Drurey, Wednesday, October 15. Papakura, Wednesday, October 22. bbox=[3, 289, 135, 313]
ad-body-text: For Six Years Manager of Messrs Walton & Co.'s Cabinet department, desires to inform the inhabitants of Cambridge and district, that he has commenced in the above line, and trusts that his thorough knowledge of the business will ensure a share of their patronage. bbox=[281, 709, 413, 757]
ad-subtitle: WILLIAM REID, bbox=[585, 190, 665, 202]
column-rule bbox=[3, 330, 135, 331]
column-rule bbox=[837, 617, 969, 618]
ad-caption: SLATES VERSUS SHINGLES. bbox=[993, 365, 1092, 375]
ad-subtitle: ALFRED BUCKLAND. bbox=[15, 313, 123, 325]
ad-caption: CONSTANTLY BROUGHT OUT. bbox=[572, 761, 678, 771]
ad-body-text: G. HARP, in again returning his very sincere thanks to the Piako settlers and the public generally for the liberal patronage afforded him during the time he has been in business as carrier, begs to intimate that he has removed to his own residence, where the business will still be carried on under the management of Mr J. L. CARRIE, and hopes by punctuality and strict attention to still merit their support. Time Table: Leaves Morrinsville—Monday and Thursday. Leaves Hamilton—Tuesday and Friday. Starting at 8 o'clock a.m. All parcels and goods to be properly addressed. bbox=[559, 353, 691, 458]
ad-subtitle: JAMES MARTIN bbox=[446, 641, 526, 653]
column-3 bbox=[278, 24, 417, 1428]
ad-caption: WELLESLEY STREET AUCKLAND. bbox=[983, 651, 1102, 661]
ad-title: Just Arrived, bbox=[1006, 669, 1079, 685]
